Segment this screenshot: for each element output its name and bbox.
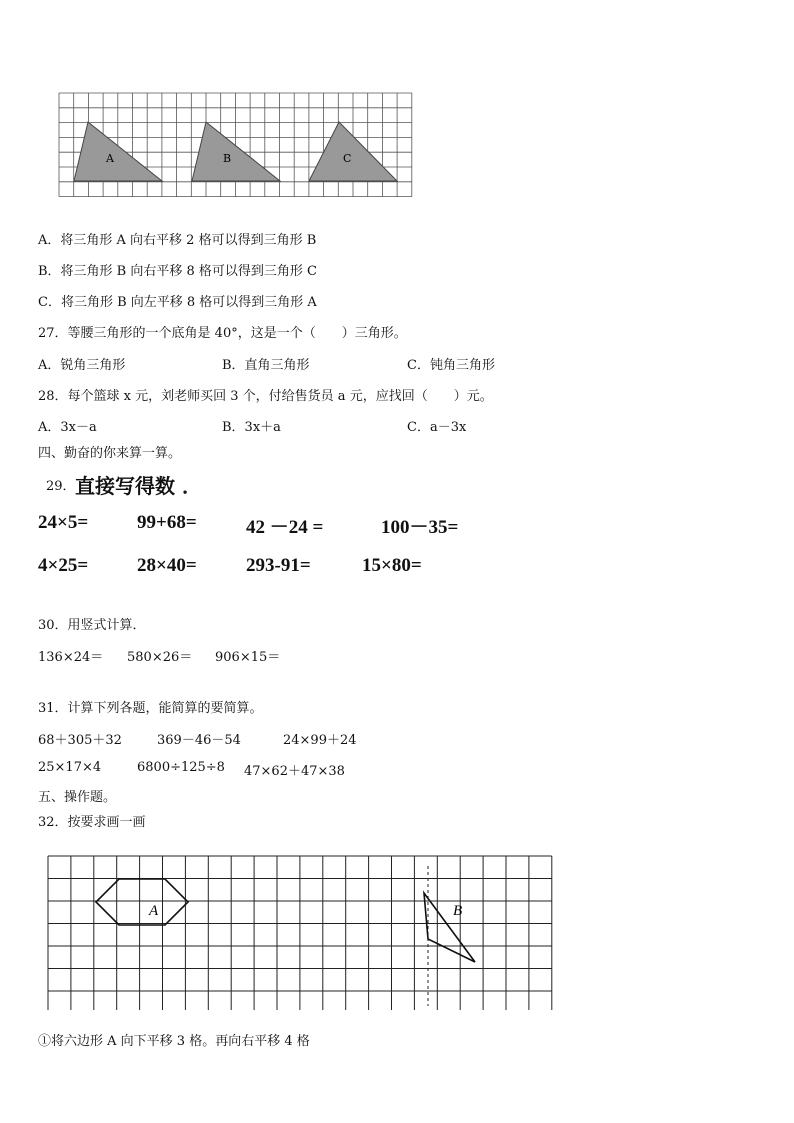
- q29-item-3: 42 －24 =: [246, 517, 324, 538]
- q30-item-3: 906×15＝: [215, 650, 281, 665]
- q26-option-b: B．将三角形 B 向右平移 8 格可以得到三角形 C: [38, 264, 317, 279]
- hexagon-grid-figure: [46, 848, 554, 1010]
- q27-option-b: B．直角三角形: [222, 358, 310, 373]
- q29-item-7: 293-91=: [246, 555, 311, 576]
- q29-number: 29．: [46, 479, 76, 494]
- hexagon-a-label: A: [149, 903, 159, 919]
- q28-option-b: B．3x＋a: [222, 420, 281, 435]
- triangle-c-label: C: [343, 152, 352, 165]
- q30-item-2: 580×26＝: [127, 650, 193, 665]
- q31-item-6: 47×62＋47×38: [244, 764, 345, 779]
- q26-option-a: A．将三角形 A 向右平移 2 格可以得到三角形 B: [38, 233, 317, 248]
- q31-item-2: 369－46－54: [157, 733, 241, 748]
- triangle-b: [192, 122, 280, 181]
- q29-title: 直接写得数 ．: [75, 474, 202, 498]
- q31-title: 31．计算下列各题，能简算的要简算。: [38, 701, 263, 716]
- q28-stem: 28．每个篮球 x 元，刘老师买回 3 个，付给售货员 a 元，应找回（ ）元。: [38, 389, 493, 404]
- q26-option-c: C．将三角形 B 向左平移 8 格可以得到三角形 A: [38, 295, 317, 310]
- q31-item-5: 6800÷125÷8: [137, 760, 225, 775]
- triangle-a-label: A: [106, 152, 114, 165]
- triangle-grid-figure: [58, 92, 414, 198]
- q27-option-c: C．钝角三角形: [407, 358, 495, 373]
- q30-item-1: 136×24＝: [38, 650, 104, 665]
- q31-item-3: 24×99＋24: [283, 733, 357, 748]
- q31-item-4: 25×17×4: [38, 760, 102, 775]
- section-4-heading: 四、勤奋的你来算一算。: [38, 446, 182, 461]
- q28-option-c: C．a－3x: [407, 420, 467, 435]
- triangle-b-shape: [424, 893, 475, 962]
- q29-item-1: 24×5=: [38, 512, 89, 533]
- q29-item-5: 4×25=: [38, 555, 89, 576]
- triangle-b-shape-label: B: [453, 903, 463, 919]
- q30-title: 30．用竖式计算．: [38, 618, 146, 633]
- q32-instruction: ①将六边形 A 向下平移 3 格。再向右平移 4 格: [38, 1034, 310, 1049]
- q32-title: 32．按要求画一画: [38, 815, 146, 830]
- q28-option-a: A．3x－a: [38, 420, 97, 435]
- q27-option-a: A．锐角三角形: [38, 358, 126, 373]
- q31-item-1: 68＋305＋32: [38, 733, 122, 748]
- q29-item-4: 100－35=: [381, 517, 459, 538]
- triangle-b-label: B: [223, 152, 232, 165]
- hexagon-a: [96, 879, 188, 925]
- section-5-heading: 五、操作题。: [38, 790, 117, 805]
- q29-item-6: 28×40=: [137, 555, 197, 576]
- q29-item-2: 99+68=: [137, 512, 197, 533]
- q29-item-8: 15×80=: [362, 555, 422, 576]
- q27-stem: 27．等腰三角形的一个底角是 40°，这是一个（ ）三角形。: [38, 326, 407, 341]
